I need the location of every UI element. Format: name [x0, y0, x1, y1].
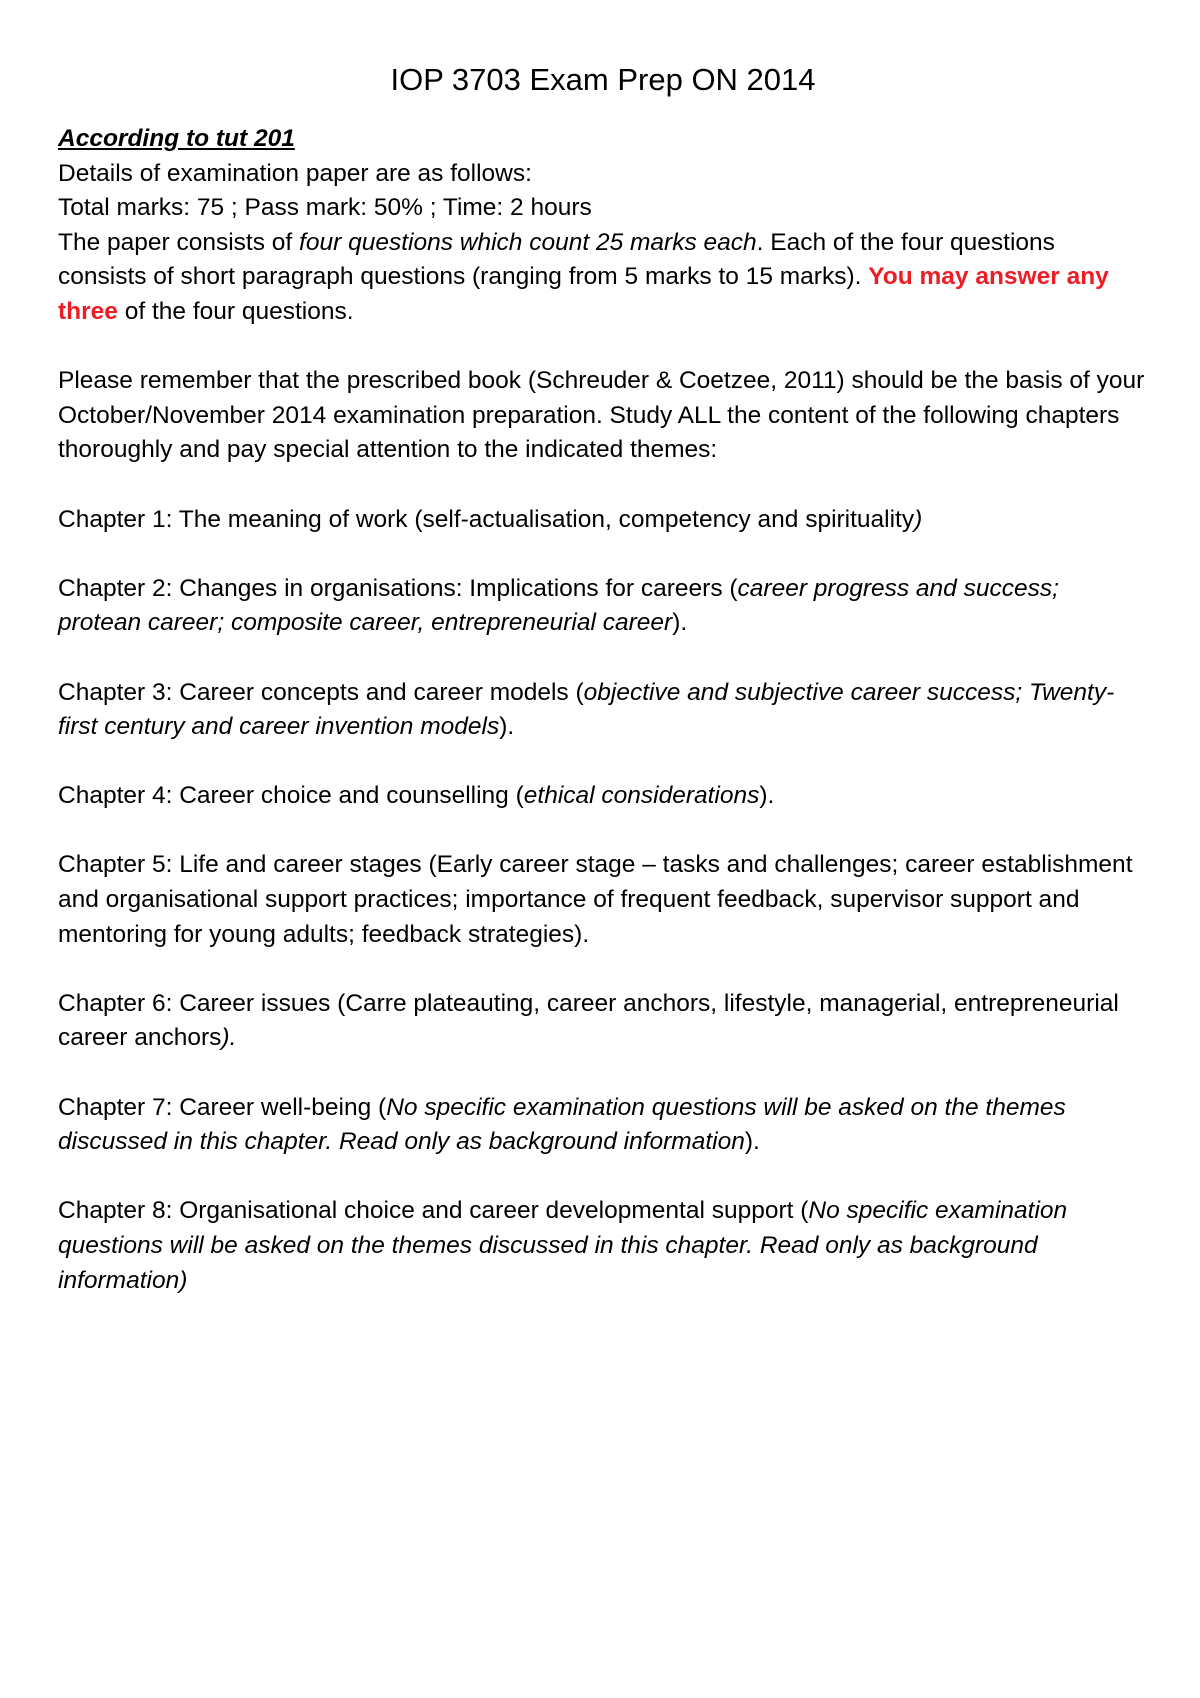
intro-heading	[58, 122, 1148, 157]
paper-structure-text-2: . Each of the four questions consists of short paragraph questions (ranging from 5 marks to 15 marks).	[58, 228, 1055, 291]
chapter-6-text: Chapter 6: Career issues (Carre plateauting, career anchors, lifestyle, managerial, entrepreneurial career anchors	[58, 989, 1119, 1052]
chapter-1-text: Chapter 1: The meaning of work (self-actualisation, competency and spirituality	[58, 505, 915, 533]
paper-structure-emphasis: four questions which count 25 marks each	[299, 228, 757, 256]
chapter-4	[58, 779, 1148, 814]
chapter-2-themes: career progress and success; protean career; composite career, entrepreneurial career	[58, 574, 1059, 637]
chapter-8-themes: No specific examination questions will be asked on the themes discussed in this chapter. Read only as background information)	[58, 1197, 1068, 1294]
paper-structure-text-3: of the four questions.	[117, 297, 354, 325]
chapter-2	[58, 572, 1148, 641]
chapter-2-close: ).	[672, 609, 688, 637]
chapter-2-text: Chapter 2: Changes in organisations: Implications for careers (	[58, 574, 738, 602]
chapter-7-themes: No specific examination questions will be asked on the themes discussed in this chapter. Read only as background information	[58, 1093, 1066, 1156]
chapter-4-themes: ethical considerations	[523, 782, 760, 810]
chapter-6	[58, 987, 1148, 1056]
chapter-5: Chapter 5: Life and career stages (Early career stage – tasks and challenges; career establishment and organisational support practices; importance of frequent feedback, supervisor support and mentoring for young adults; feedback strategies).	[58, 851, 1133, 948]
intro-heading-text: According to tut 201	[58, 125, 295, 152]
paper-structure-paragraph	[58, 226, 1148, 330]
chapter-8	[58, 1194, 1148, 1298]
chapter-3-close: ).	[499, 713, 515, 741]
document-title: IOP 3703 Exam Prep ON 2014	[390, 62, 816, 97]
exam-details-line: Details of examination paper are as follows:	[58, 159, 532, 187]
chapter-3	[58, 676, 1148, 745]
chapter-6-close: ).	[221, 1024, 237, 1052]
instructions-paragraph: Please remember that the prescribed book (Schreuder & Coetzee, 2011) should be the basis of your October/November 2014 examination preparation. Study ALL the content of the following chapters thoroughly and pay special attention to the indicated themes:	[58, 367, 1145, 464]
chapter-7-text: Chapter 7: Career well-being (	[58, 1093, 387, 1121]
paper-structure-text-1: The paper consists of	[58, 228, 300, 256]
chapter-1	[58, 503, 1148, 538]
chapter-4-text: Chapter 4: Career choice and counselling (	[58, 782, 524, 810]
document-page	[58, 60, 1148, 1298]
chapter-8-text: Chapter 8: Organisational choice and career developmental support (	[58, 1197, 809, 1225]
chapter-4-close: ).	[759, 782, 775, 810]
chapter-1-close: )	[914, 505, 923, 533]
chapter-7	[58, 1091, 1148, 1160]
marks-line: Total marks: 75 ; Pass mark: 50% ; Time: 2 hours	[58, 194, 592, 222]
chapter-3-themes: objective and subjective career success; Twenty-first century and career invention models	[58, 678, 1115, 741]
chapter-3-text: Chapter 3: Career concepts and career models (	[58, 678, 584, 706]
chapter-7-close: ).	[744, 1128, 760, 1156]
answer-any-three-highlight: You may answer any three	[58, 263, 1109, 325]
